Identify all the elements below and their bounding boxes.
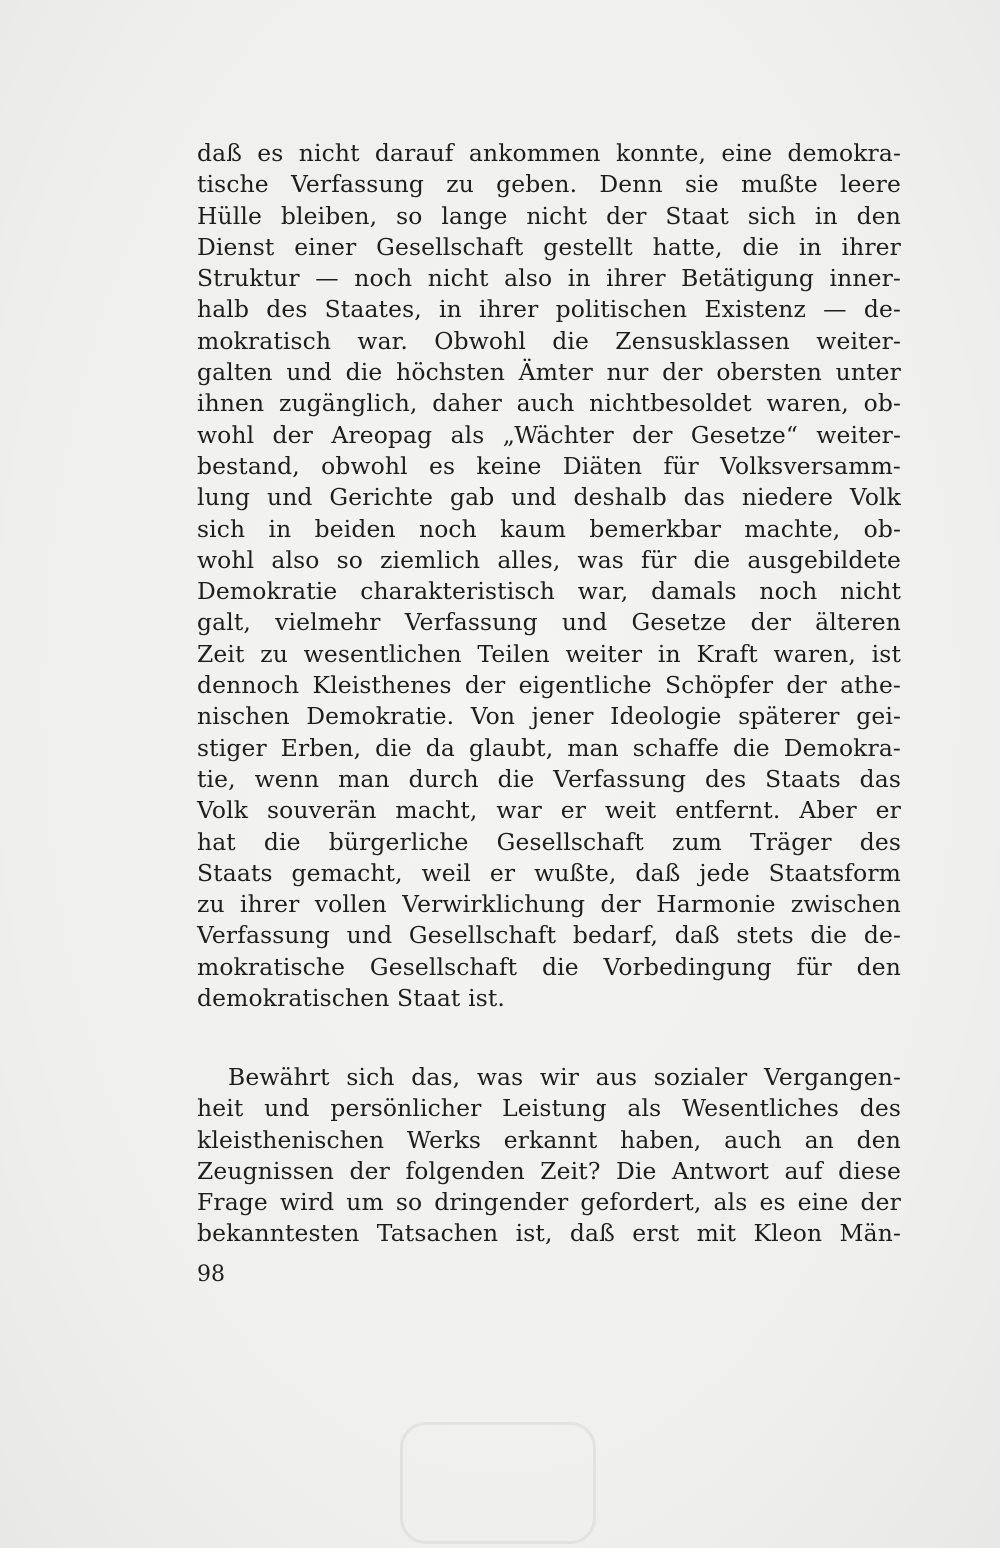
text-line: lung und Gerichte gab und deshalb das niedere Volk bbox=[197, 483, 901, 512]
text-line: Volk souverän macht, war er weit entfernt. Aber er bbox=[197, 796, 901, 825]
text-line: Bewährt sich das, was wir aus sozialer Vergangen- bbox=[228, 1063, 901, 1091]
text-line: hat die bürgerliche Gesellschaft zum Träger des bbox=[197, 827, 901, 856]
text-line: galt, vielmehr Verfassung und Gesetze der älteren bbox=[197, 608, 901, 637]
text-line: daß es nicht darauf ankommen konnte, eine demokra- bbox=[197, 139, 901, 167]
text-line: mokratische Gesellschaft die Vorbedingung für den bbox=[197, 952, 901, 981]
text-line: Frage wird um so dringender gefordert, als es eine der bbox=[197, 1188, 901, 1217]
text-line: Staats gemacht, weil er wußte, daß jede Staatsform bbox=[197, 858, 901, 887]
text-line: halb des Staates, in ihrer politischen Existenz — de- bbox=[197, 295, 901, 324]
text-line: kleisthenischen Werks erkannt haben, auch an den bbox=[197, 1125, 901, 1154]
text-line: Demokratie charakteristisch war, damals noch nicht bbox=[197, 577, 901, 606]
text-line: ihnen zugänglich, daher auch nichtbesoldet waren, ob- bbox=[197, 389, 901, 418]
text-line: tie, wenn man durch die Verfassung des Staats das bbox=[197, 764, 901, 793]
text-line: Zeugnissen der folgenden Zeit? Die Antwort auf diese bbox=[197, 1156, 901, 1185]
text-line: heit und persönlicher Leistung als Wesentliches des bbox=[197, 1094, 901, 1123]
page-number: 98 bbox=[197, 1262, 225, 1287]
text-line: Hülle bleiben, so lange nicht der Staat sich in den bbox=[197, 201, 901, 230]
text-line: tische Verfassung zu geben. Denn sie mußte leere bbox=[197, 170, 901, 199]
text-line: wohl der Areopag als „Wächter der Gesetze“ weiter- bbox=[197, 420, 901, 449]
text-line: mokratisch war. Obwohl die Zensusklassen weiter- bbox=[197, 326, 901, 355]
text-line: zu ihrer vollen Verwirklichung der Harmonie zwischen bbox=[197, 890, 901, 919]
text-line: Struktur — noch nicht also in ihrer Betätigung inner- bbox=[197, 264, 901, 293]
paragraph-2 bbox=[197, 1062, 901, 1250]
text-line: Dienst einer Gesellschaft gestellt hatte, die in ihrer bbox=[197, 232, 901, 261]
text-line: demokratischen Staat ist. bbox=[197, 984, 505, 1013]
library-stamp bbox=[400, 1422, 596, 1544]
text-line: stiger Erben, die da glaubt, man schaffe die Demokra- bbox=[197, 733, 901, 762]
text-line: Zeit zu wesentlichen Teilen weiter in Kraft waren, ist bbox=[197, 639, 901, 668]
text-line: dennoch Kleisthenes der eigentliche Schöpfer der athe- bbox=[197, 671, 901, 700]
text-line: sich in beiden noch kaum bemerkbar machte, ob- bbox=[197, 514, 901, 543]
text-line: Verfassung und Gesellschaft bedarf, daß stets die de- bbox=[197, 921, 901, 950]
paragraph-1 bbox=[197, 138, 901, 1014]
text-line: bestand, obwohl es keine Diäten für Volksversamm- bbox=[197, 451, 901, 480]
text-line: galten und die höchsten Ämter nur der obersten unter bbox=[197, 358, 901, 387]
text-line: nischen Demokratie. Von jener Ideologie späterer gei- bbox=[197, 702, 901, 731]
text-line: wohl also so ziemlich alles, was für die ausgebildete bbox=[197, 545, 901, 574]
text-line: bekanntesten Tatsachen ist, daß erst mit Kleon Män- bbox=[197, 1219, 901, 1248]
